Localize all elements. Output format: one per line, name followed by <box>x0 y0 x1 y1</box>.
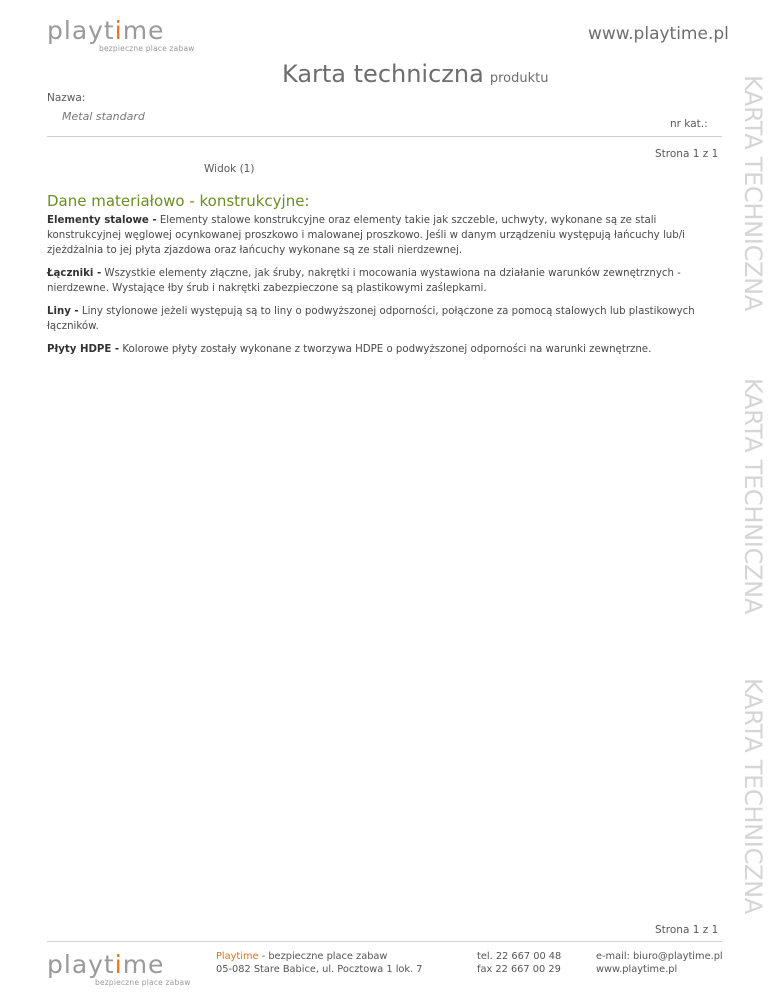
title-main: Karta techniczna <box>282 60 484 88</box>
footer-phones <box>477 950 561 976</box>
list-item: Liny - Liny stylonowe jeżeli występują są to liny o podwyższonej odporności, połączone za pomocą stalowych lub plastikowych łączników. <box>47 306 695 332</box>
watermark-1: KARTA TECHNICZNA <box>739 75 767 311</box>
list-item: Płyty HDPE - Kolorowe płyty zostały wykonane z tworzywa HDPE o podwyższonej odporności na warunki zewnętrzne. <box>47 344 652 355</box>
footer-fax: fax 22 667 00 29 <box>477 964 561 975</box>
view-label: Widok (1) <box>204 163 255 175</box>
footer-logo <box>47 952 191 987</box>
footer-company-name: Playtime <box>216 951 259 962</box>
header-website[interactable]: www.playtime.pl <box>588 24 729 44</box>
watermark-3: KARTA TECHNICZNA <box>739 678 767 914</box>
footer-company: Playtime - bezpieczne place zabaw 05-082 Stare Babice, ul. Pocztowa 1 lok. 7 <box>216 951 423 975</box>
footer-email[interactable]: e-mail: biuro@playtime.pl <box>596 951 723 962</box>
list-item: Elementy stalowe - Elementy stalowe konstrukcyjne oraz elementy takie jak szczeble, uchwyty, wykonane są ze stali konstrukcyjnej węglowej ocynkowanej proszkowo i malowanej proszkowo. Jeśli w danym urządzeniu występują łańcuchy lub/i zjeżdżalnia to jej płyta zjazdowa oraz łańcuchy wykonane są ze stali nierdzewnej. <box>47 215 685 256</box>
name-label: Nazwa: <box>47 92 86 104</box>
logo-wordmark: playtime <box>47 16 165 45</box>
footer-contact <box>596 950 723 976</box>
title-suffix: produktu <box>489 71 549 86</box>
footer-tel: tel. 22 667 00 48 <box>477 951 562 962</box>
page-info-bottom: Strona 1 z 1 <box>655 924 719 936</box>
footer-divider <box>47 941 722 942</box>
header-divider <box>47 136 722 137</box>
section-title: Dane materiałowo - konstrukcyjne: <box>47 192 310 210</box>
footer-logo-wordmark: playtime <box>47 950 165 979</box>
watermark-2: KARTA TECHNICZNA <box>739 378 767 614</box>
logo-tagline: bezpieczne place zabaw <box>99 44 195 53</box>
materials-list <box>47 213 711 357</box>
catalog-label: nr kat.: <box>670 118 708 130</box>
footer-address: 05-082 Stare Babice, ul. Pocztowa 1 lok. 7 <box>216 964 423 975</box>
footer-website[interactable]: www.playtime.pl <box>596 964 678 975</box>
page-title <box>282 60 548 88</box>
header-logo <box>47 18 195 53</box>
list-item: Łączniki - Wszystkie elementy złączne, jak śruby, nakrętki i mocowania wystawiona na działanie warunków zewnętrznych - nierdzewne. Wystające łby śrub i nakrętki zabezpieczone są plastikowymi zaślepkami. <box>47 268 681 294</box>
product-name: Metal standard <box>62 110 145 123</box>
page-info-top: Strona 1 z 1 <box>655 148 719 160</box>
footer-logo-tagline: bezpieczne place zabaw <box>95 978 191 987</box>
